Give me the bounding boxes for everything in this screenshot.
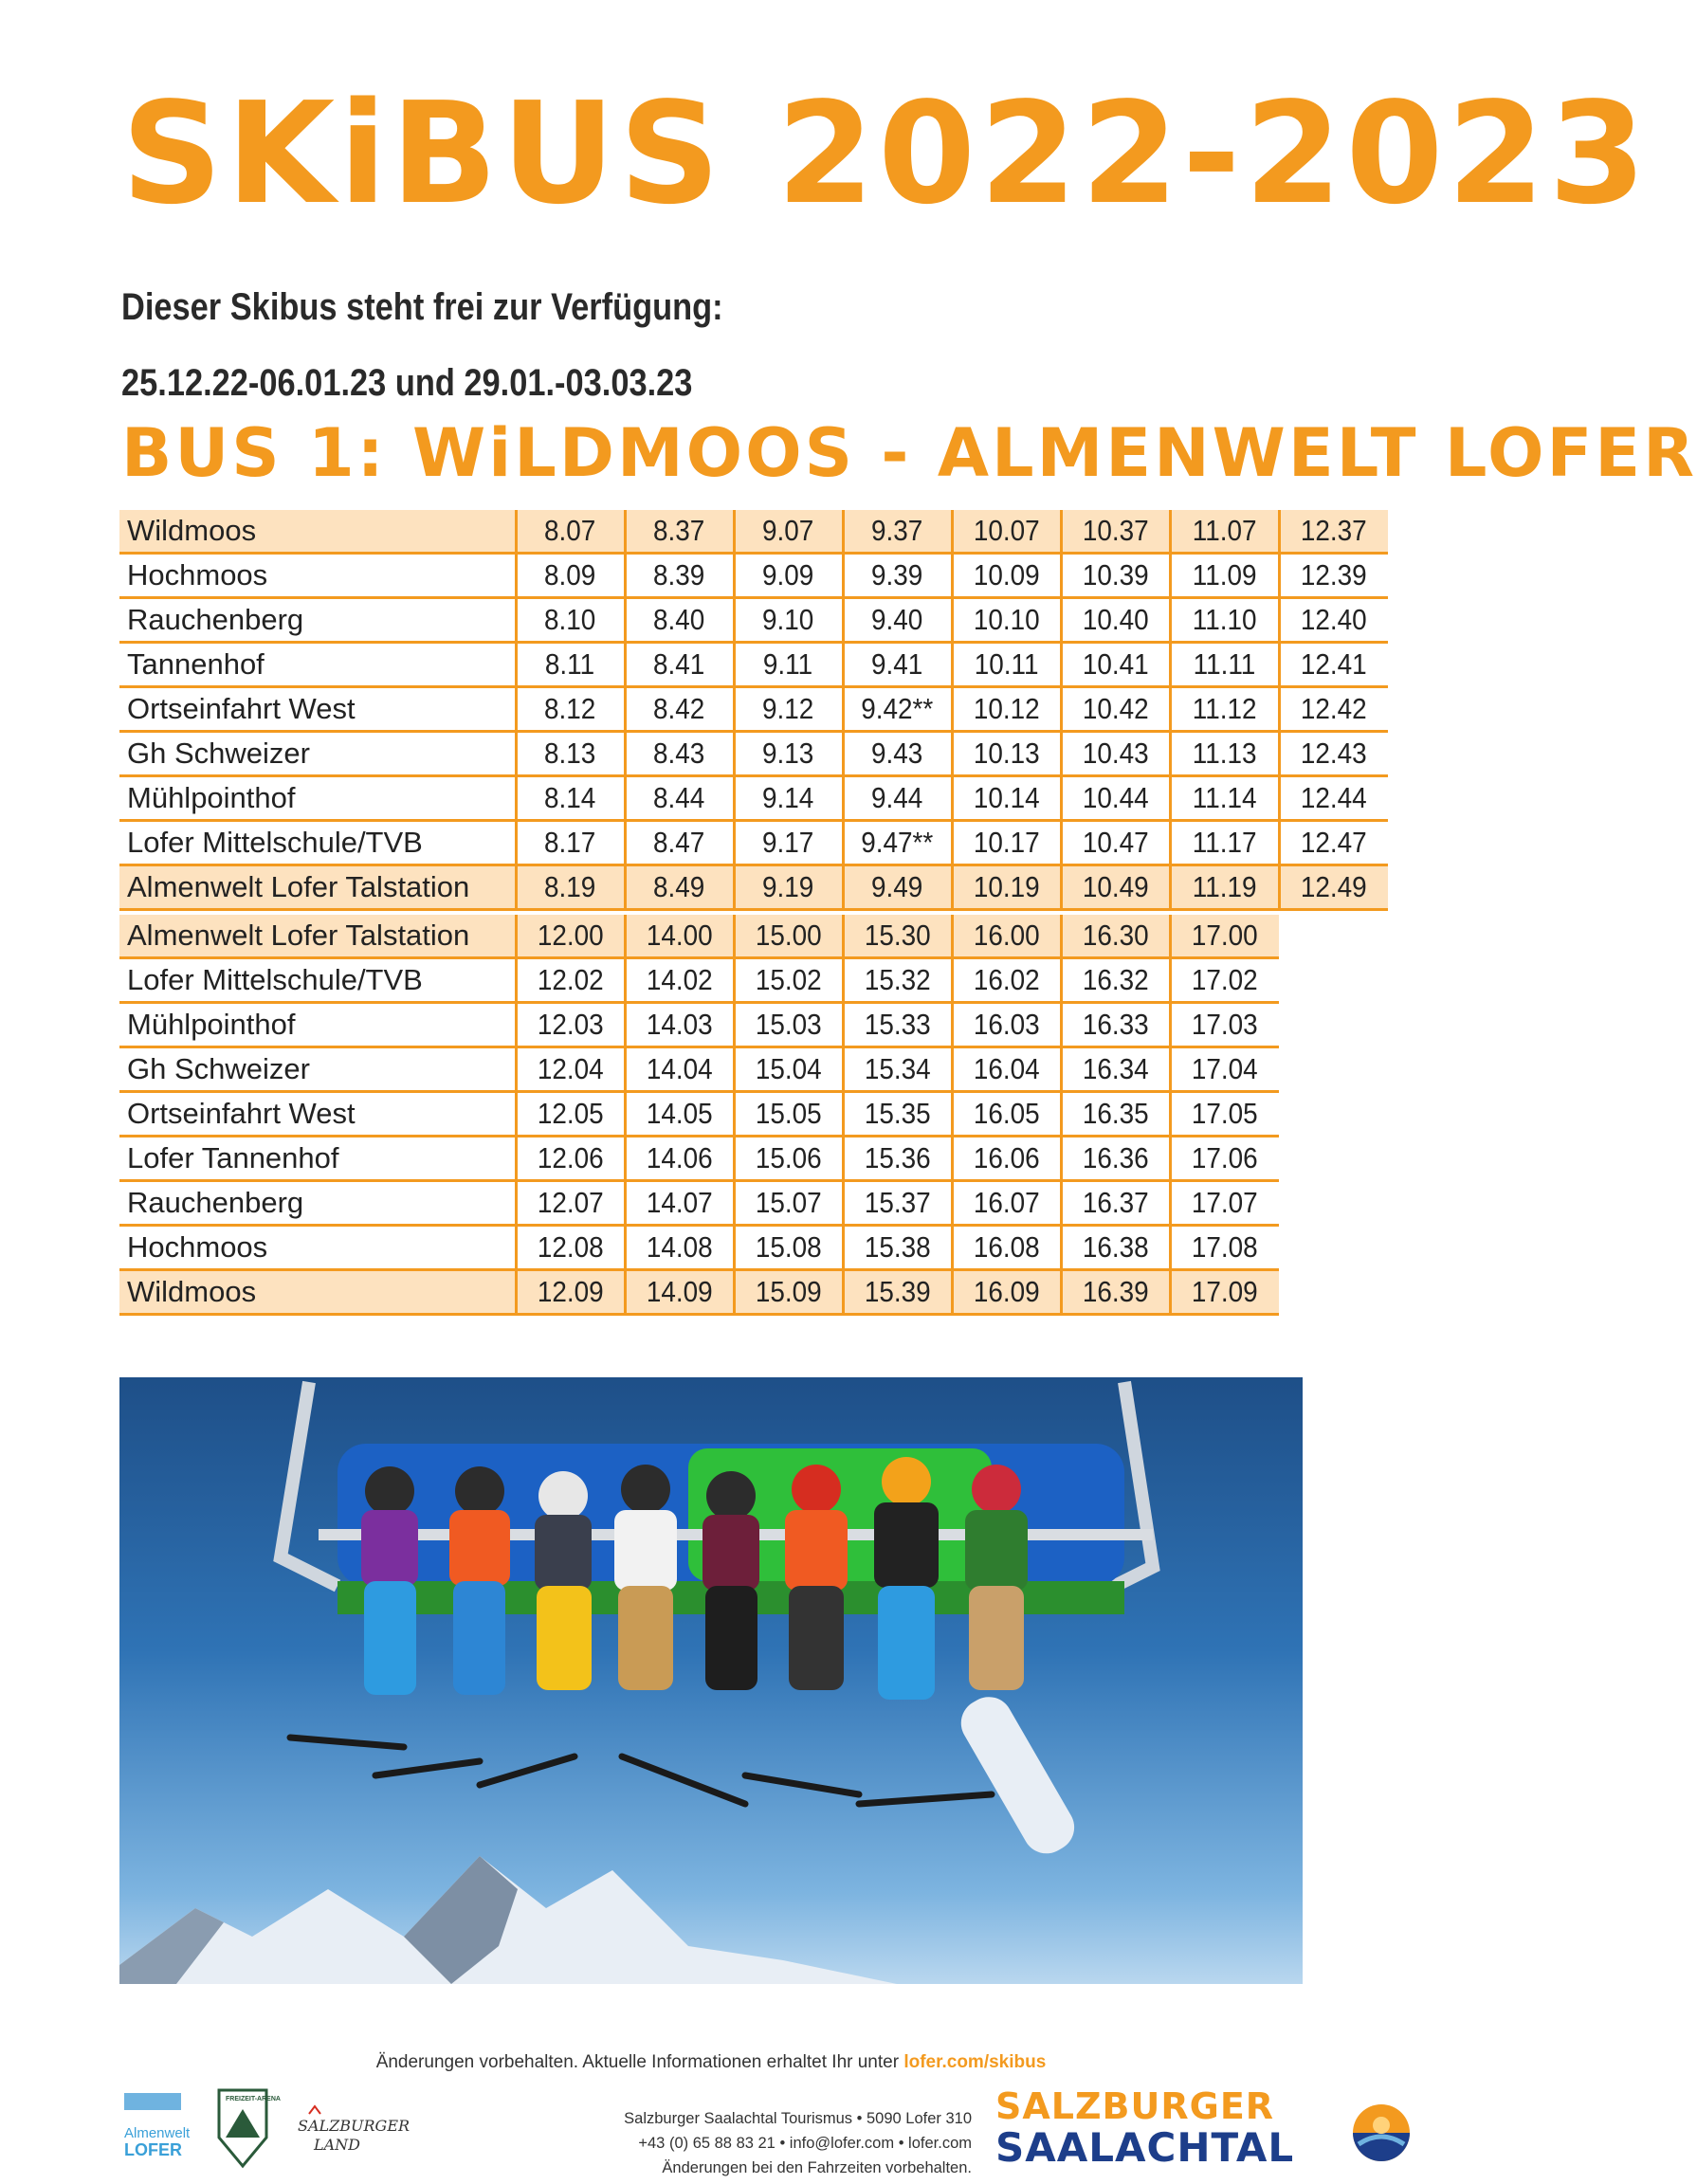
departure-time: 16.00	[952, 915, 1061, 958]
departure-time: 12.00	[516, 915, 625, 958]
departure-time: 10.42	[1061, 687, 1170, 732]
departure-time: 12.06	[516, 1137, 625, 1181]
stop-name: Almenwelt Lofer Talstation	[119, 865, 516, 910]
timetable-row	[119, 958, 1279, 1003]
departure-time: 11.11	[1170, 643, 1279, 687]
departure-time: 12.04	[516, 1047, 625, 1092]
stop-name: Rauchenberg	[119, 598, 516, 643]
departure-time: 15.35	[843, 1092, 952, 1137]
departure-time: 17.02	[1170, 958, 1279, 1003]
svg-text:LOFER: LOFER	[124, 2140, 182, 2159]
departure-time: 8.19	[516, 865, 625, 910]
departure-time: 12.39	[1279, 554, 1388, 598]
departure-time: 12.09	[516, 1270, 625, 1315]
stop-name: Gh Schweizer	[119, 732, 516, 776]
contact-address	[588, 2106, 972, 2180]
stop-name: Lofer Mittelschule/TVB	[119, 821, 516, 865]
departure-time: 9.37	[843, 510, 952, 554]
departure-time: 10.49	[1061, 865, 1170, 910]
departure-time: 10.09	[952, 554, 1061, 598]
departure-time: 16.34	[1061, 1047, 1170, 1092]
departure-time: 10.40	[1061, 598, 1170, 643]
departure-time: 9.19	[734, 865, 843, 910]
departure-time: 9.10	[734, 598, 843, 643]
departure-time: 9.40	[843, 598, 952, 643]
departure-time: 10.13	[952, 732, 1061, 776]
stop-name: Hochmoos	[119, 1226, 516, 1270]
departure-time: 8.40	[625, 598, 734, 643]
departure-time: 16.37	[1061, 1181, 1170, 1226]
departure-time: 8.44	[625, 776, 734, 821]
saalachtal-brand	[995, 2085, 1337, 2169]
stop-name: Almenwelt Lofer Talstation	[119, 915, 516, 958]
departure-time: 9.11	[734, 643, 843, 687]
timetable-row	[119, 1137, 1279, 1181]
departure-time: 15.32	[843, 958, 952, 1003]
departure-time: 10.39	[1061, 554, 1170, 598]
footer-note	[0, 2052, 1422, 2073]
departure-time: 9.07	[734, 510, 843, 554]
departure-time: 16.35	[1061, 1092, 1170, 1137]
departure-time: 15.39	[843, 1270, 952, 1315]
departure-time: 12.43	[1279, 732, 1388, 776]
address-line-1: Salzburger Saalachtal Tourismus • 5090 Lofer 310	[624, 2110, 972, 2127]
timetable-row	[119, 643, 1388, 687]
timetable-row	[119, 1003, 1279, 1047]
departure-time: 8.49	[625, 865, 734, 910]
timetable-row	[119, 598, 1388, 643]
availability-dates: 25.12.22-06.01.23 und 29.01.-03.03.23	[121, 362, 693, 404]
departure-time: 9.43	[843, 732, 952, 776]
departure-time: 15.03	[734, 1003, 843, 1047]
departure-time: 8.37	[625, 510, 734, 554]
stop-name: Wildmoos	[119, 1270, 516, 1315]
departure-time: 15.38	[843, 1226, 952, 1270]
departure-time: 9.47**	[843, 821, 952, 865]
stop-name: Ortseinfahrt West	[119, 687, 516, 732]
departure-time: 10.12	[952, 687, 1061, 732]
almenwelt-logo-text: Almenwelt	[124, 2125, 191, 2141]
departure-time: 11.13	[1170, 732, 1279, 776]
timetable-row	[119, 1270, 1279, 1315]
departure-time: 8.13	[516, 732, 625, 776]
departure-time: 16.33	[1061, 1003, 1170, 1047]
departure-time: 12.42	[1279, 687, 1388, 732]
svg-text:LAND: LAND	[314, 2136, 361, 2154]
stop-name: Tannenhof	[119, 643, 516, 687]
departure-time: 10.17	[952, 821, 1061, 865]
stop-name: Gh Schweizer	[119, 1047, 516, 1092]
stop-name: Lofer Tannenhof	[119, 1137, 516, 1181]
departure-time: 15.07	[734, 1181, 843, 1226]
departure-time: 11.17	[1170, 821, 1279, 865]
departure-time: 10.44	[1061, 776, 1170, 821]
departure-time: 12.49	[1279, 865, 1388, 910]
departure-time: 9.17	[734, 821, 843, 865]
departure-time: 17.07	[1170, 1181, 1279, 1226]
departure-time: 10.11	[952, 643, 1061, 687]
departure-time: 12.03	[516, 1003, 625, 1047]
almenwelt-logo	[124, 2093, 191, 2159]
departure-time: 10.41	[1061, 643, 1170, 687]
departure-time: 8.39	[625, 554, 734, 598]
svg-text:FREIZEIT-ARENA: FREIZEIT-ARENA	[226, 2096, 281, 2102]
departure-time: 16.09	[952, 1270, 1061, 1315]
timetable-row	[119, 915, 1279, 958]
departure-time: 12.44	[1279, 776, 1388, 821]
partner-logos	[119, 2085, 556, 2175]
departure-time: 10.37	[1061, 510, 1170, 554]
timetable-row	[119, 687, 1388, 732]
departure-time: 8.41	[625, 643, 734, 687]
stop-name: Ortseinfahrt West	[119, 1092, 516, 1137]
departure-time: 16.03	[952, 1003, 1061, 1047]
departure-time: 11.19	[1170, 865, 1279, 910]
timetable-row	[119, 554, 1388, 598]
timetable-row	[119, 732, 1388, 776]
departure-time: 12.07	[516, 1181, 625, 1226]
chairlift-skiers-photo	[119, 1377, 1303, 1984]
skibus-link[interactable]: lofer.com/skibus	[903, 2052, 1047, 2072]
departure-time: 8.43	[625, 732, 734, 776]
departure-time: 8.11	[516, 643, 625, 687]
departure-time: 16.02	[952, 958, 1061, 1003]
departure-time: 9.49	[843, 865, 952, 910]
departure-time: 11.10	[1170, 598, 1279, 643]
departure-time: 17.08	[1170, 1226, 1279, 1270]
salzburger-land-logo	[298, 2106, 410, 2154]
departure-time: 15.04	[734, 1047, 843, 1092]
saalachtal-emblem-icon	[1351, 2097, 1413, 2168]
departure-time: 14.09	[625, 1270, 734, 1315]
departure-time: 16.05	[952, 1092, 1061, 1137]
departure-time: 14.06	[625, 1137, 734, 1181]
bus-line-heading: BUS 1: WiLDMOOS - ALMENWELT LOFER	[121, 414, 1697, 492]
departure-time: 12.02	[516, 958, 625, 1003]
departure-time: 17.04	[1170, 1047, 1279, 1092]
departure-time: 14.03	[625, 1003, 734, 1047]
departure-time: 16.06	[952, 1137, 1061, 1181]
departure-time: 15.00	[734, 915, 843, 958]
timetable-return	[119, 915, 1279, 1316]
departure-time: 11.12	[1170, 687, 1279, 732]
stop-name: Lofer Mittelschule/TVB	[119, 958, 516, 1003]
page-title: SKiBUS 2022-2023	[121, 72, 1651, 235]
departure-time: 15.37	[843, 1181, 952, 1226]
departure-time: 14.02	[625, 958, 734, 1003]
departure-time: 12.41	[1279, 643, 1388, 687]
timetable-row	[119, 1181, 1279, 1226]
svg-text:SALZBURGER: SALZBURGER	[298, 2117, 411, 2135]
departure-time: 8.42	[625, 687, 734, 732]
chairlift-illustration	[119, 1377, 1303, 1984]
departure-time: 17.00	[1170, 915, 1279, 958]
timetable-outbound	[119, 510, 1388, 911]
departure-time: 9.39	[843, 554, 952, 598]
departure-time: 17.09	[1170, 1270, 1279, 1315]
departure-time: 9.44	[843, 776, 952, 821]
address-line-2: +43 (0) 65 88 83 21 • info@lofer.com • lofer.com	[638, 2135, 972, 2152]
departure-time: 12.37	[1279, 510, 1388, 554]
departure-time: 12.40	[1279, 598, 1388, 643]
stop-name: Mühlpointhof	[119, 776, 516, 821]
timetable-row	[119, 1047, 1279, 1092]
departure-time: 14.08	[625, 1226, 734, 1270]
departure-time: 8.07	[516, 510, 625, 554]
departure-time: 15.30	[843, 915, 952, 958]
departure-time: 16.32	[1061, 958, 1170, 1003]
departure-time: 15.09	[734, 1270, 843, 1315]
departure-time: 15.02	[734, 958, 843, 1003]
brand-line-1: SALZBURGER	[995, 2085, 1275, 2127]
stop-name: Rauchenberg	[119, 1181, 516, 1226]
departure-time: 17.06	[1170, 1137, 1279, 1181]
departure-time: 12.05	[516, 1092, 625, 1137]
availability-label: Dieser Skibus steht frei zur Verfügung:	[121, 286, 723, 328]
departure-time: 16.38	[1061, 1226, 1170, 1270]
timetable-row	[119, 865, 1388, 910]
departure-time: 16.07	[952, 1181, 1061, 1226]
departure-time: 12.47	[1279, 821, 1388, 865]
departure-time: 11.14	[1170, 776, 1279, 821]
stop-name: Wildmoos	[119, 510, 516, 554]
departure-time: 8.47	[625, 821, 734, 865]
stop-name: Mühlpointhof	[119, 1003, 516, 1047]
departure-time: 15.33	[843, 1003, 952, 1047]
departure-time: 10.43	[1061, 732, 1170, 776]
departure-time: 11.09	[1170, 554, 1279, 598]
stop-name: Hochmoos	[119, 554, 516, 598]
departure-time: 15.34	[843, 1047, 952, 1092]
departure-time: 16.04	[952, 1047, 1061, 1092]
departure-time: 10.10	[952, 598, 1061, 643]
departure-time: 14.00	[625, 915, 734, 958]
departure-time: 10.07	[952, 510, 1061, 554]
timetable-row	[119, 1226, 1279, 1270]
departure-time: 16.39	[1061, 1270, 1170, 1315]
departure-time: 14.07	[625, 1181, 734, 1226]
timetable-row	[119, 776, 1388, 821]
footer-note-text: Änderungen vorbehalten. Aktuelle Informationen erhaltet Ihr unter	[375, 2052, 900, 2072]
departure-time: 10.14	[952, 776, 1061, 821]
departure-time: 8.17	[516, 821, 625, 865]
timetable-row	[119, 821, 1388, 865]
brand-line-2: SAALACHTAL	[995, 2124, 1295, 2171]
address-line-3: Änderungen bei den Fahrzeiten vorbehalten.	[662, 2159, 972, 2176]
departure-time: 10.19	[952, 865, 1061, 910]
departure-time: 9.13	[734, 732, 843, 776]
departure-time: 17.03	[1170, 1003, 1279, 1047]
timetable-row	[119, 510, 1388, 554]
departure-time: 9.42**	[843, 687, 952, 732]
departure-time: 16.36	[1061, 1137, 1170, 1181]
departure-time: 15.05	[734, 1092, 843, 1137]
departure-time: 15.06	[734, 1137, 843, 1181]
departure-time: 8.12	[516, 687, 625, 732]
departure-time: 16.30	[1061, 915, 1170, 958]
departure-time: 10.47	[1061, 821, 1170, 865]
departure-time: 8.09	[516, 554, 625, 598]
departure-time: 9.41	[843, 643, 952, 687]
departure-time: 14.04	[625, 1047, 734, 1092]
departure-time: 15.36	[843, 1137, 952, 1181]
freizeit-arena-logo	[219, 2090, 281, 2166]
timetable-row	[119, 1092, 1279, 1137]
departure-time: 11.07	[1170, 510, 1279, 554]
departure-time: 8.10	[516, 598, 625, 643]
departure-time: 12.08	[516, 1226, 625, 1270]
departure-time: 15.08	[734, 1226, 843, 1270]
departure-time: 17.05	[1170, 1092, 1279, 1137]
departure-time: 9.09	[734, 554, 843, 598]
departure-time: 14.05	[625, 1092, 734, 1137]
departure-time: 8.14	[516, 776, 625, 821]
departure-time: 9.12	[734, 687, 843, 732]
departure-time: 9.14	[734, 776, 843, 821]
departure-time: 16.08	[952, 1226, 1061, 1270]
